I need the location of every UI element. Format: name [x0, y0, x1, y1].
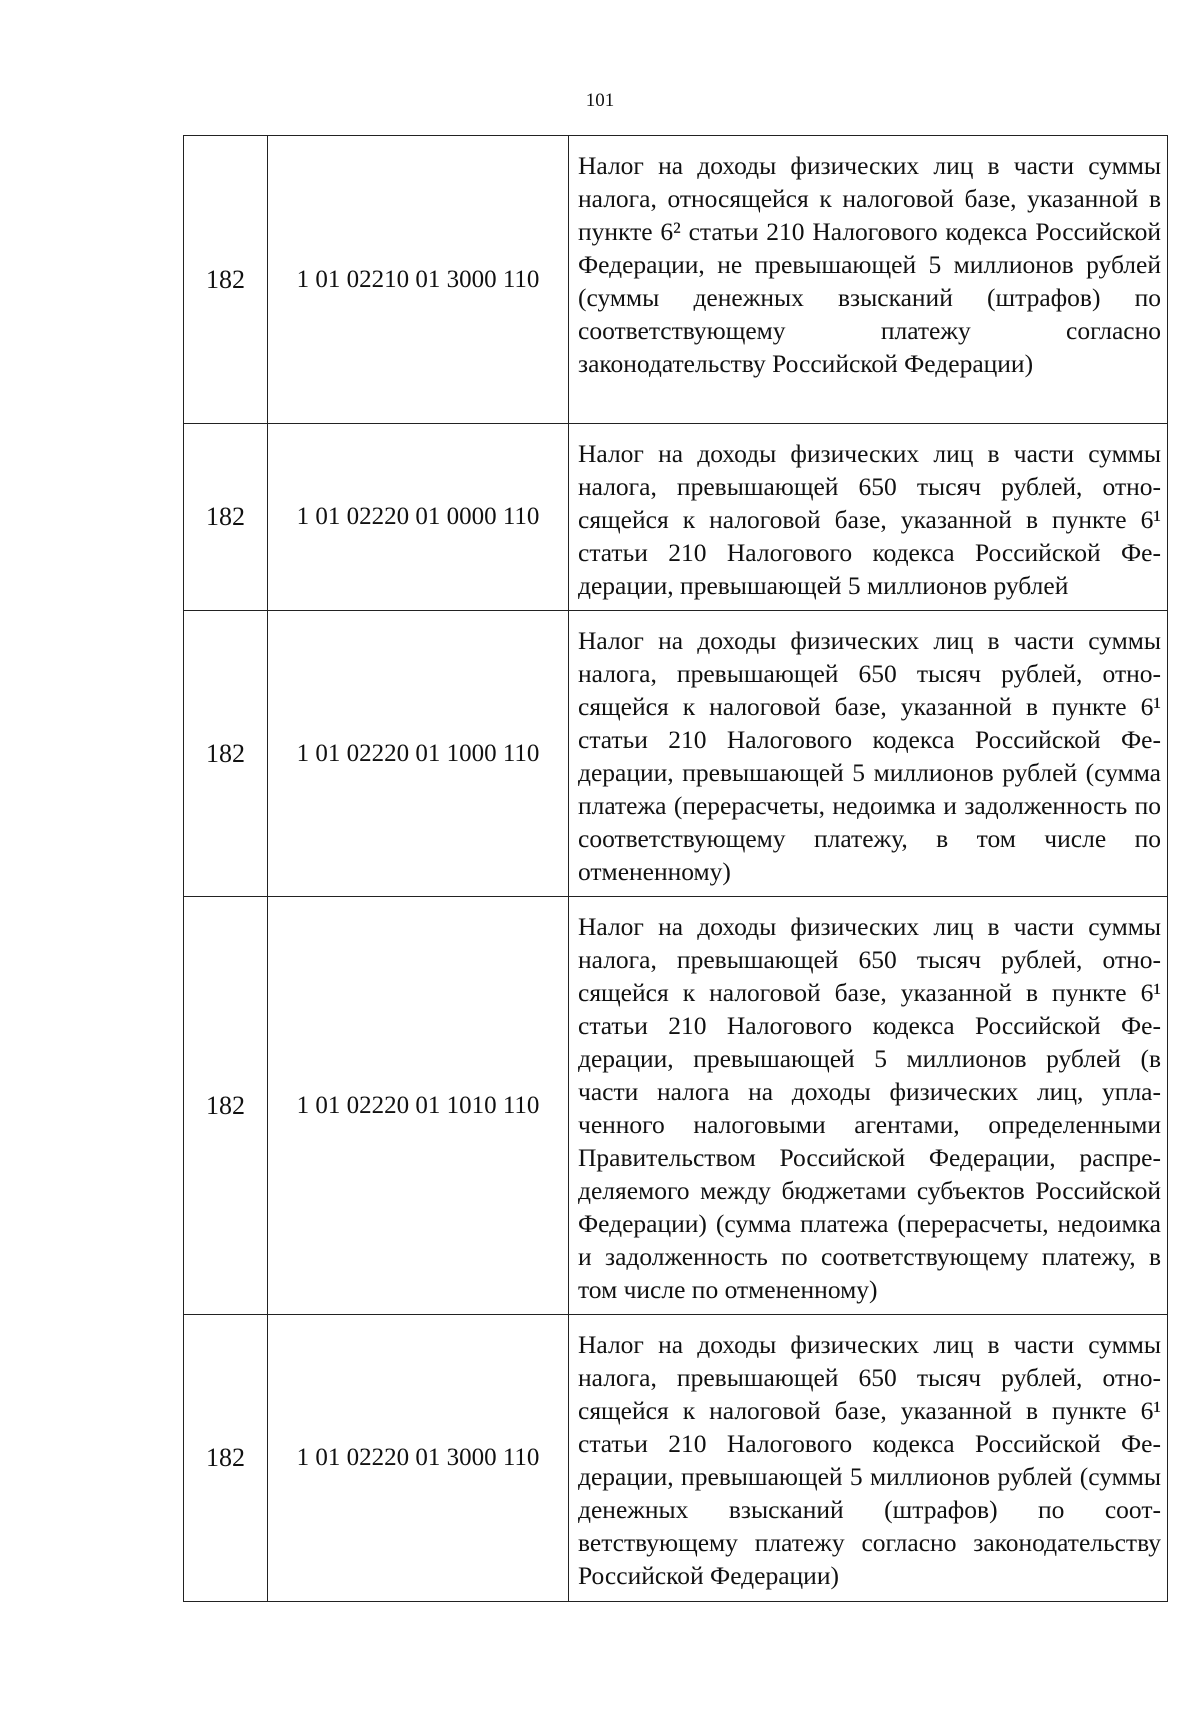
income-name-cell: Налог на доходы физических лиц в части суммы налога, превышающей 650 тысяч рублей, относящейся к налоговой базе, указанной в пункте 6¹ статьи 210 Налогового кодекса Российской Федерации, превышающей 5 миллионов рублей (сумма платежа (перерасчеты, недоимка и задолженность по соответствующему платежу, в том числе по отмененному) — [569, 611, 1168, 897]
income-name-cell: Налог на доходы физических лиц в части суммы налога, превышающей 650 тысяч рублей, относящейся к налоговой базе, указанной в пункте 6¹ статьи 210 Налогового кодекса Российской Федерации, превышающей 5 миллионов рублей — [569, 424, 1168, 611]
admin-code-cell: 182 — [184, 1315, 268, 1602]
admin-code-cell: 182 — [184, 611, 268, 897]
kbk-code-cell: 1 01 02220 01 1000 110 — [268, 611, 569, 897]
admin-code-cell: 182 — [184, 897, 268, 1315]
income-name-cell: Налог на доходы физических лиц в части суммы налога, превышающей 650 тысяч рублей, относящейся к налоговой базе, указанной в пункте 6¹ статьи 210 Налогового кодекса Российской Федерации, превышающей 5 миллионов рублей (суммы денежных взысканий (штрафов) по соответствующему платежу согласно законодательству Российской Федерации) — [569, 1315, 1168, 1602]
budget-classification-table — [183, 135, 1168, 1602]
table-row — [184, 1315, 1168, 1602]
kbk-code-cell: 1 01 02220 01 0000 110 — [268, 424, 569, 611]
admin-code-cell: 182 — [184, 136, 268, 424]
income-name-cell: Налог на доходы физических лиц в части суммы налога, относящейся к налоговой базе, указанной в пункте 6² статьи 210 Налогового кодекса Российской Федерации, не превышающей 5 миллионов рублей (суммы денежных взысканий (штрафов) по соответствующему платежу согласно законодательству Российской Федерации) — [569, 136, 1168, 424]
income-name-cell: Налог на доходы физических лиц в части суммы налога, превышающей 650 тысяч рублей, относящейся к налоговой базе, указанной в пункте 6¹ статьи 210 Налогового кодекса Российской Федерации, превышающей 5 миллионов рублей (в части налога на доходы физических лиц, уплаченного налоговыми агентами, определенными Правительством Российской Федерации, распределяемого между бюджетами субъектов Российской Федерации) (сумма платежа (перерасчеты, недоимка и задолженность по соответствующему платежу, в том числе по отмененному) — [569, 897, 1168, 1315]
table-row — [184, 424, 1168, 611]
table-row — [184, 611, 1168, 897]
table-row — [184, 136, 1168, 424]
kbk-code-cell: 1 01 02210 01 3000 110 — [268, 136, 569, 424]
admin-code-cell: 182 — [184, 424, 268, 611]
kbk-code-cell: 1 01 02220 01 1010 110 — [268, 897, 569, 1315]
page-number: 101 — [585, 90, 615, 111]
table-row — [184, 897, 1168, 1315]
kbk-code-cell: 1 01 02220 01 3000 110 — [268, 1315, 569, 1602]
